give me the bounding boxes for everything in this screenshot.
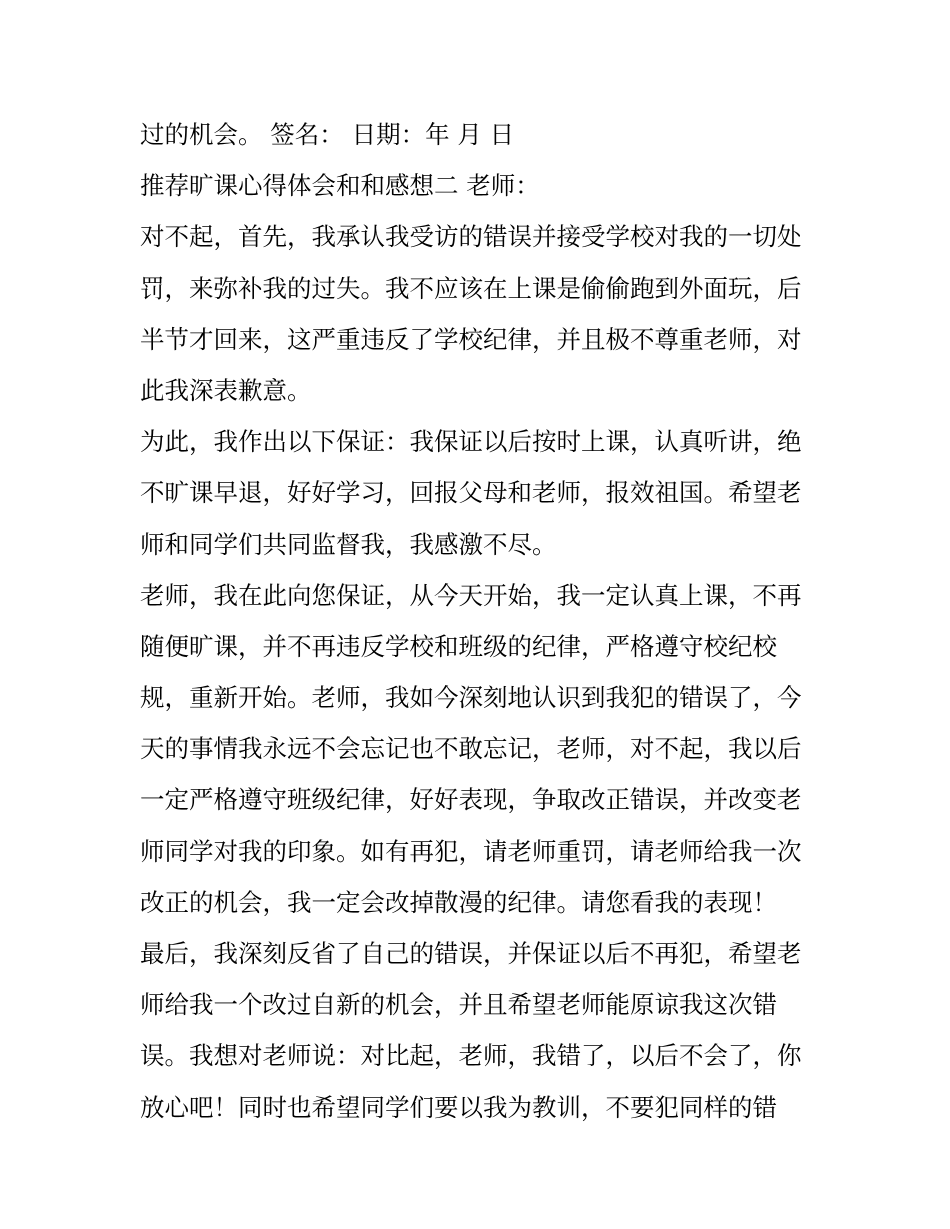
text-line: 罚，来弥补我的过失。我不应该在上课是偷偷跑到外面玩，后 — [140, 273, 802, 303]
text-line: 天的事情我永远不会忘记也不敢忘记，老师，对不起，我以后 — [140, 734, 802, 764]
text-line: 半节才回来，这严重违反了学校纪律，并且极不尊重老师，对 — [140, 324, 802, 354]
text-line: 此我深表歉意。 — [140, 375, 312, 405]
text-line: 不旷课早退，好好学习，回报父母和老师，报效祖国。希望老 — [140, 478, 802, 508]
document-body — [140, 109, 816, 1133]
paragraph-promise — [140, 570, 816, 928]
text-line: 为此，我作出以下保证：我保证以后按时上课，认真听讲，绝 — [140, 427, 802, 457]
text-line: 师和同学们共同监督我，我感激不尽。 — [140, 529, 557, 559]
text-line: 最后，我深刻反省了自己的错误，并保证以后不再犯，希望老 — [140, 939, 802, 968]
text-line: 师同学对我的印象。如有再犯，请老师重罚，请老师给我一次 — [140, 836, 802, 866]
text-line: 过的机会。 签名： 日期：年 月 日 — [140, 120, 515, 149]
text-line: 放心吧！同时也希望同学们要以我为教训，不要犯同样的错 — [140, 1092, 777, 1122]
text-line: 改正的机会，我一定会改掉散漫的纪律。请您看我的表现！ — [140, 887, 777, 917]
paragraph-heading — [140, 160, 816, 211]
text-line: 误。我想对老师说：对比起，老师，我错了，以后不会了，你 — [140, 1041, 802, 1071]
text-line: 一定严格遵守班级纪律，好好表现，争取改正错误，并改变老 — [140, 785, 802, 815]
paragraph-conclusion — [140, 928, 816, 1133]
text-line: 师给我一个改过自新的机会，并且希望老师能原谅我这次错 — [140, 990, 777, 1020]
paragraph-apology — [140, 211, 816, 416]
text-line: 对不起，首先，我承认我受访的错误并接受学校对我的一切处 — [140, 222, 802, 252]
text-line: 规，重新开始。老师，我如今深刻地认识到我犯的错误了，今 — [140, 683, 802, 713]
paragraph-guarantee — [140, 416, 816, 570]
text-line: 老师，我在此向您保证，从今天开始，我一定认真上课，不再 — [140, 580, 802, 610]
paragraph-signature-line — [140, 109, 816, 160]
text-line: 随便旷课，并不再违反学校和班级的纪律，严格遵守校纪校 — [140, 631, 777, 661]
text-line: 推荐旷课心得体会和和感想二 老师： — [140, 171, 540, 201]
